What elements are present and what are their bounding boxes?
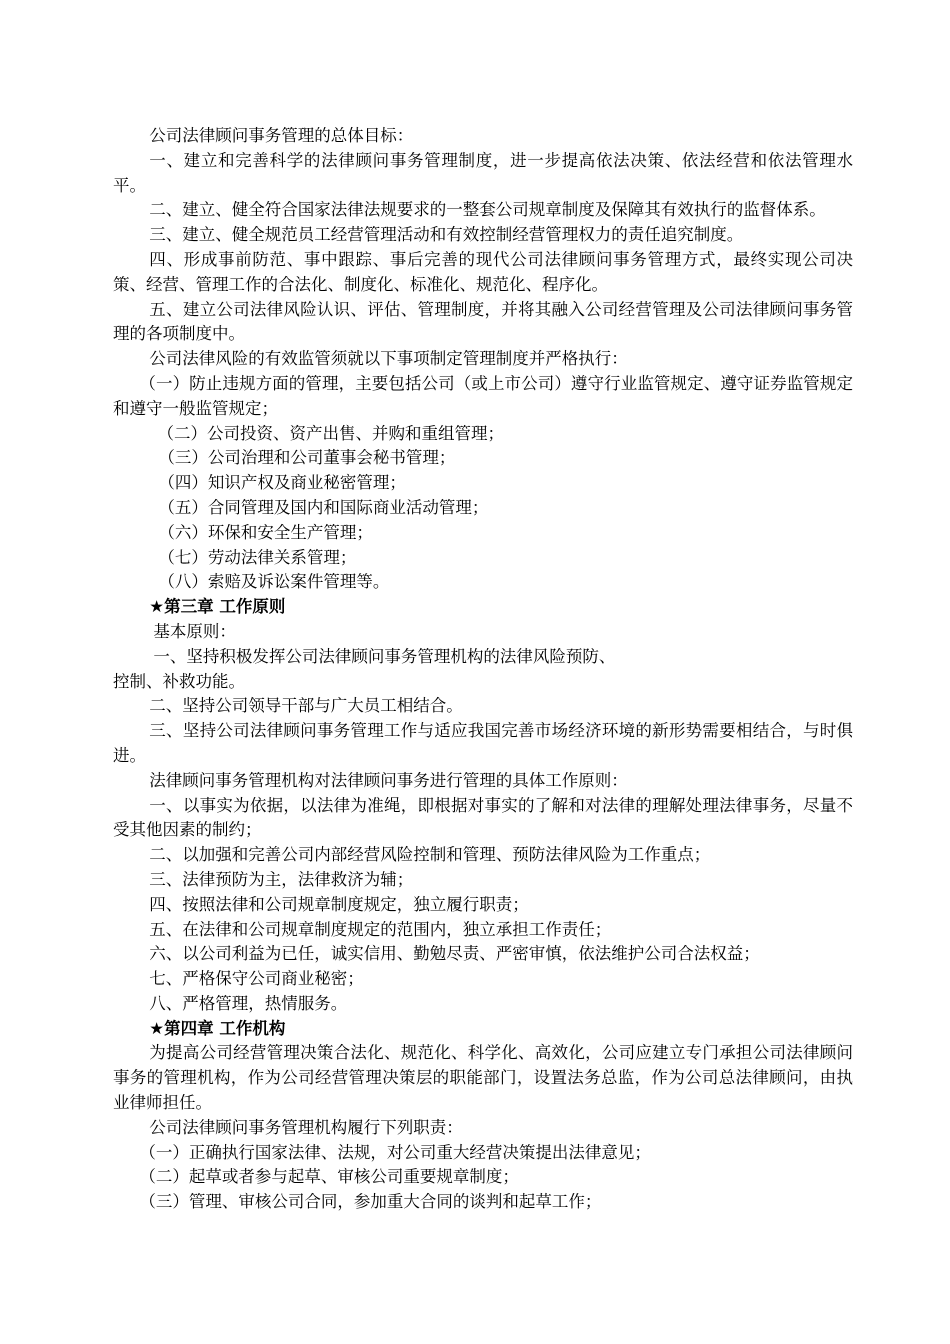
paragraph: 一、以事实为依据，以法律为准绳，即根据对事实的了解和对法律的理解处理法律事务，尽量不受其他因素的制约； <box>113 795 853 840</box>
paragraph: 三、建立、健全规范员工经营管理活动和有效控制经营管理权力的责任追究制度。 <box>149 225 744 245</box>
paragraph: 公司法律顾问事务管理的总体目标： <box>149 126 414 145</box>
list-item: （四）知识产权及商业秘密管理； <box>158 473 406 493</box>
paragraph: 公司法律风险的有效监管须就以下事项制定管理制度并严格执行： <box>149 349 628 369</box>
paragraph: 法律顾问事务管理机构对法律顾问事务进行管理的具体工作原则： <box>149 770 628 790</box>
list-item: （五）合同管理及国内和国际商业活动管理； <box>158 497 489 517</box>
paragraph: 一、建立和完善科学的法律顾问事务管理制度，进一步提高依法决策、依法经营和依法管理水平。 <box>113 150 853 195</box>
paragraph: 四、按照法律和公司规章制度规定，独立履行职责； <box>149 894 529 914</box>
paragraph: 基本原则： <box>153 621 236 641</box>
paragraph: 八、严格管理，热情服务。 <box>149 993 348 1013</box>
paragraph: 公司法律顾问事务管理机构履行下列职责： <box>149 1117 463 1137</box>
paragraph: （一）防止违规方面的管理，主要包括公司（或上市公司）遵守行业监管规定、遵守证券监管规定和遵守一般监管规定； <box>113 373 853 418</box>
paragraph: 二、以加强和完善公司内部经营风险控制和管理、预防法律风险为工作重点； <box>149 845 711 865</box>
paragraph: 三、法律预防为主，法律救济为辅； <box>149 869 414 889</box>
paragraph: 五、建立公司法律风险认识、评估、管理制度，并将其融入公司经营管理及公司法律顾问事务管理的各项制度中。 <box>113 299 853 344</box>
paragraph: 控制、补救功能。 <box>113 671 245 691</box>
paragraph: 四、形成事前防范、事中跟踪、事后完善的现代公司法律顾问事务管理方式，最终实现公司决策、经营、管理工作的合法化、制度化、标准化、规范化、程序化。 <box>113 249 853 294</box>
paragraph: 一、坚持积极发挥公司法律顾问事务管理机构的法律风险预防、 <box>153 646 616 666</box>
list-item: （七）劳动法律关系管理； <box>158 547 357 567</box>
paragraph: 六、以公司利益为已任，诚实信用、勤勉尽责、严密审慎，依法维护公司合法权益； <box>149 944 760 964</box>
list-item: （二）起草或者参与起草、审核公司重要规章制度； <box>139 1167 519 1187</box>
list-item: （三）管理、审核公司合同，参加重大合同的谈判和起草工作； <box>139 1192 602 1212</box>
list-item: （二）公司投资、资产出售、并购和重组管理； <box>157 423 505 443</box>
document-page <box>113 124 853 1215</box>
list-item: （三）公司治理和公司董事会秘书管理； <box>158 448 456 468</box>
chapter-heading: ★第四章 工作机构 <box>149 1018 286 1038</box>
list-item: （六）环保和安全生产管理； <box>158 522 373 542</box>
list-item: （八）索赔及诉讼案件管理等。 <box>158 572 390 592</box>
paragraph: 为提高公司经营管理决策合法化、规范化、科学化、高效化，公司应建立专门承担公司法律顾问事务的管理机构，作为公司经营管理决策层的职能部门，设置法务总监，作为公司总法律顾问，由执业律师担任。 <box>113 1043 853 1113</box>
chapter-heading: ★第三章 工作原则 <box>149 597 286 617</box>
paragraph: 七、严格保守公司商业秘密； <box>149 969 364 989</box>
list-item: （一）正确执行国家法律、法规，对公司重大经营决策提出法律意见； <box>139 1142 651 1162</box>
paragraph: 二、坚持公司领导干部与广大员工相结合。 <box>149 696 463 716</box>
paragraph: 三、坚持公司法律顾问事务管理工作与适应我国完善市场经济环境的新形势需要相结合，与时俱进。 <box>113 721 853 765</box>
paragraph: 二、建立、健全符合国家法律法规要求的一整套公司规章制度及保障其有效执行的监督体系。 <box>149 200 826 220</box>
paragraph: 五、在法律和公司规章制度规定的范围内，独立承担工作责任； <box>149 919 612 939</box>
